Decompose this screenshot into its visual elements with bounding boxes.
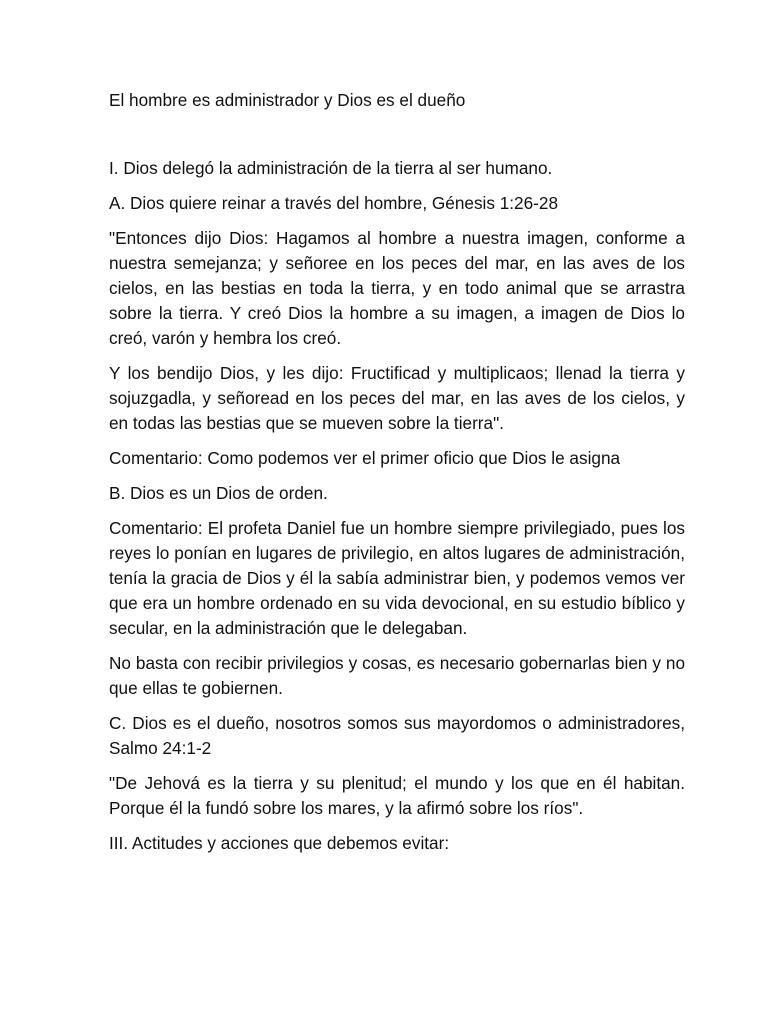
comment-daniel-paragraph: Comentario: El profeta Daniel fue un hombre siempre privilegiado, pues los reyes lo ponían en lugares de privilegio, en altos lugares de administración, tenía la gracia de Dios y él la sabía administrar bien, y podemos vemos ver que era un hombre ordenado en su vida devocional, en su estudio bíblico y secular, en la administración que le delegaban. [109,518,685,638]
spacer [109,113,685,156]
subheading-b: B. Dios es un Dios de orden. [109,483,328,503]
subheading-c: C. Dios es el dueño, nosotros somos sus mayordomos o administradores, Salmo 24:1-2 [109,713,685,758]
scripture-quote-genesis: "Entonces dijo Dios: Hagamos al hombre a nuestra imagen, conforme a nuestra semejanza; y señoree en los peces del mar, en las aves de los cielos, en las bestias en toda la tierra, y en todo animal que se arrastra sobre la tierra. Y creó Dios la hombre a su imagen, a imagen de Dios lo creó, varón y hembra los creó. [109,228,685,348]
comment-paragraph: Comentario: Como podemos ver el primer oficio que Dios le asigna [109,448,621,468]
body-paragraph: No basta con recibir privilegios y cosas, es necesario gobernarlas bien y no que ellas te gobiernen. [109,653,685,698]
document-title: El hombre es administrador y Dios es el dueño [109,90,466,110]
scripture-quote-psalm: "De Jehová es la tierra y su plenitud; el mundo y los que en él habitan. Porque él la fundó sobre los mares, y la afirmó sobre los ríos". [109,773,685,818]
document-page [109,88,685,866]
heading-section-1: I. Dios delegó la administración de la tierra al ser humano. [109,158,553,178]
scripture-quote-genesis-continued: Y los bendijo Dios, y les dijo: Fructificad y multiplicaos; llenad la tierra y sojuzgadla, y señoread en los peces del mar, en las aves de los cielos, y en todas las bestias que se mueven sobre la tierra". [109,363,685,433]
heading-section-3: III. Actitudes y acciones que debemos evitar: [109,833,450,853]
subheading-a: A. Dios quiere reinar a través del hombre, Génesis 1:26-28 [109,193,559,213]
